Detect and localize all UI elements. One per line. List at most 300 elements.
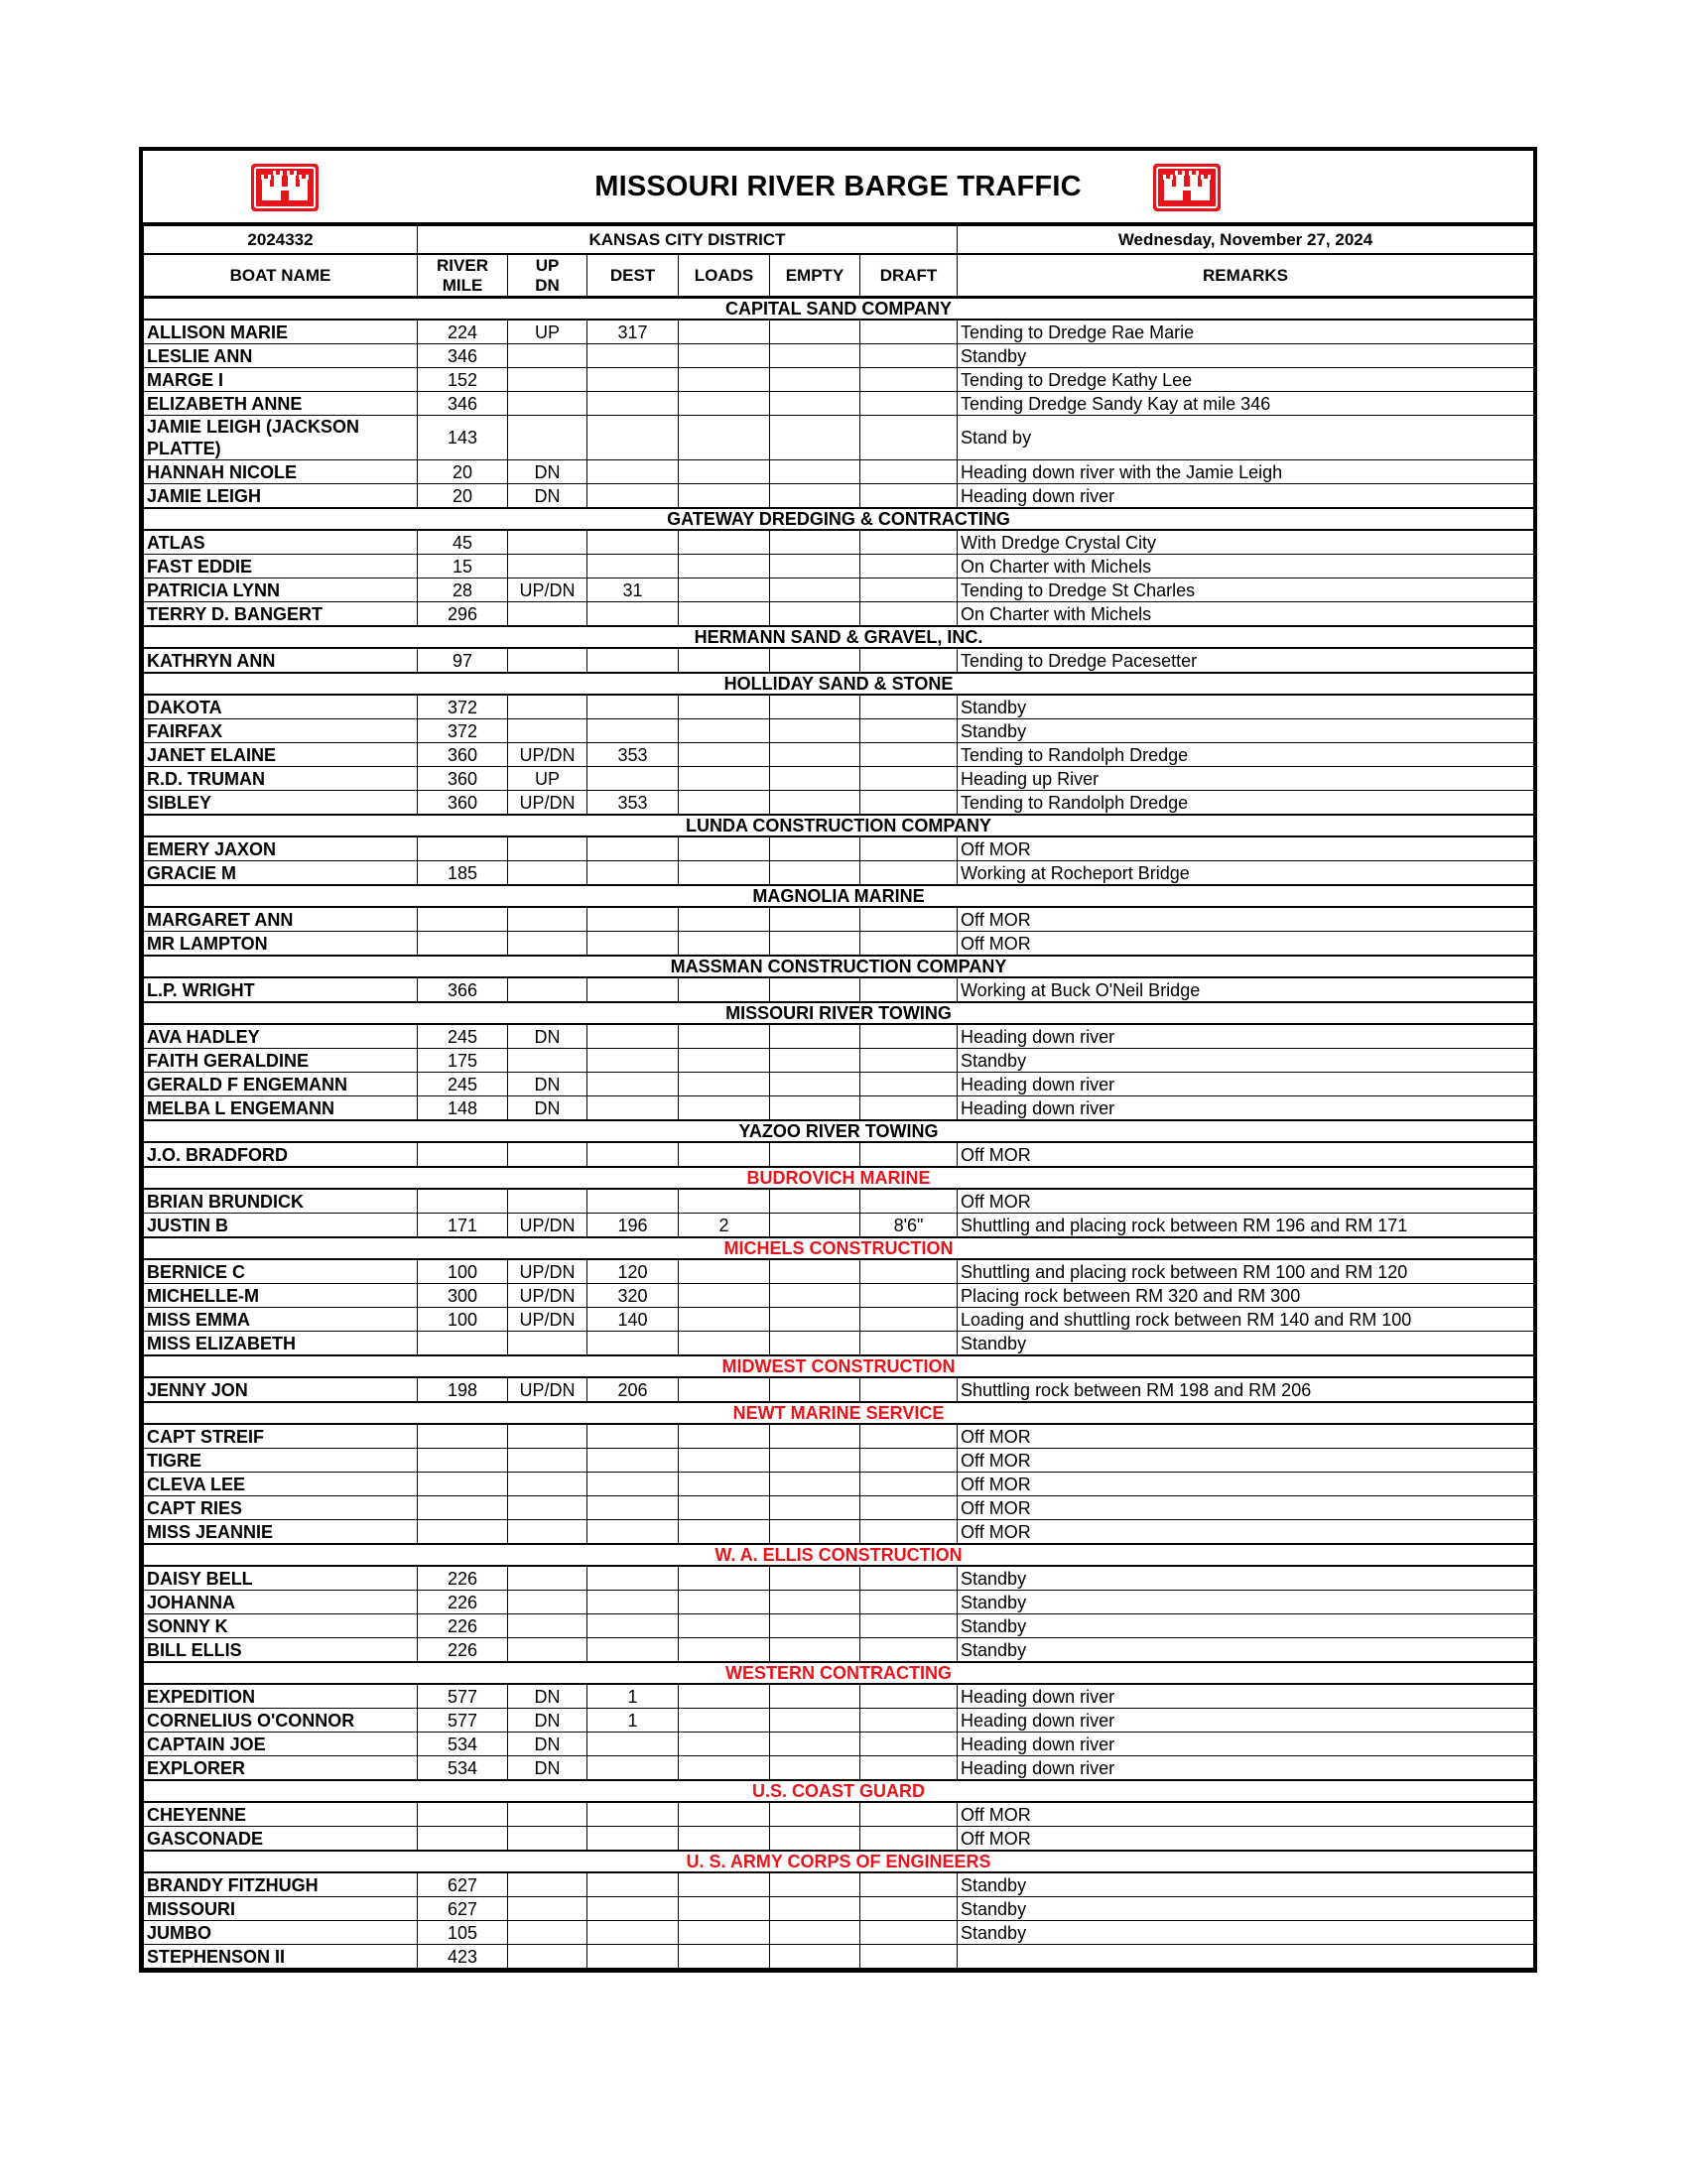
draft-cell bbox=[860, 1520, 958, 1545]
draft-cell bbox=[860, 1259, 958, 1284]
empty-cell bbox=[770, 1049, 860, 1073]
empty-cell bbox=[770, 1284, 860, 1308]
report-id: 2024332 bbox=[144, 226, 418, 255]
destination-cell bbox=[587, 1049, 679, 1073]
loads-cell bbox=[679, 1872, 770, 1897]
boat-row bbox=[144, 1638, 1534, 1663]
remarks-cell: Off MOR bbox=[958, 1424, 1534, 1449]
empty-cell bbox=[770, 1332, 860, 1356]
boat-name-cell: MISS JEANNIE bbox=[144, 1520, 418, 1545]
loads-cell bbox=[679, 530, 770, 555]
company-name: MISSOURI RIVER TOWING bbox=[144, 1002, 1534, 1024]
empty-cell bbox=[770, 1377, 860, 1402]
boat-row bbox=[144, 1284, 1534, 1308]
loads-cell bbox=[679, 767, 770, 791]
remarks-cell: Tending to Randolph Dredge bbox=[958, 791, 1534, 816]
draft-cell bbox=[860, 320, 958, 344]
river-mile-cell bbox=[418, 1827, 508, 1852]
barge-traffic-report bbox=[139, 147, 1537, 1973]
remarks-cell: Standby bbox=[958, 1614, 1534, 1638]
destination-cell bbox=[587, 1142, 679, 1167]
remarks-cell: Shuttling and placing rock between RM 100 and RM 120 bbox=[958, 1259, 1534, 1284]
company-section-header bbox=[144, 1662, 1534, 1684]
remarks-cell: Off MOR bbox=[958, 1449, 1534, 1473]
loads-cell bbox=[679, 861, 770, 886]
river-mile-cell: 627 bbox=[418, 1872, 508, 1897]
boat-row bbox=[144, 1566, 1534, 1591]
boat-name-cell: MELBA L ENGEMANN bbox=[144, 1096, 418, 1121]
destination-cell bbox=[587, 602, 679, 627]
draft-cell bbox=[860, 1449, 958, 1473]
destination-cell: 317 bbox=[587, 320, 679, 344]
company-name: MICHELS CONSTRUCTION bbox=[144, 1237, 1534, 1259]
boat-name-cell: EXPLORER bbox=[144, 1756, 418, 1781]
empty-cell bbox=[770, 1897, 860, 1921]
report-info-row bbox=[144, 226, 1534, 255]
remarks-cell: Standby bbox=[958, 1566, 1534, 1591]
destination-cell bbox=[587, 460, 679, 484]
remarks-cell: With Dredge Crystal City bbox=[958, 530, 1534, 555]
up-dn-cell: UP bbox=[508, 767, 587, 791]
loads-cell bbox=[679, 1802, 770, 1827]
boat-row bbox=[144, 1733, 1534, 1756]
river-mile-cell: 296 bbox=[418, 602, 508, 627]
draft-cell bbox=[860, 977, 958, 1002]
empty-cell bbox=[770, 1872, 860, 1897]
river-mile-cell: 372 bbox=[418, 695, 508, 719]
river-mile-cell: 185 bbox=[418, 861, 508, 886]
destination-cell bbox=[587, 1591, 679, 1614]
empty-cell bbox=[770, 578, 860, 602]
loads-cell bbox=[679, 1496, 770, 1520]
empty-cell bbox=[770, 977, 860, 1002]
draft-cell bbox=[860, 836, 958, 861]
company-name: YAZOO RIVER TOWING bbox=[144, 1120, 1534, 1142]
draft-cell bbox=[860, 1473, 958, 1496]
boat-row bbox=[144, 1591, 1534, 1614]
destination-cell: 1 bbox=[587, 1684, 679, 1709]
loads-cell bbox=[679, 1614, 770, 1638]
report-title-bar bbox=[143, 151, 1533, 225]
empty-cell bbox=[770, 767, 860, 791]
loads-cell bbox=[679, 1096, 770, 1121]
destination-cell bbox=[587, 1945, 679, 1969]
empty-cell bbox=[770, 555, 860, 578]
col-river-label: RIVER bbox=[437, 255, 488, 275]
boat-name-cell: EMERY JAXON bbox=[144, 836, 418, 861]
col-remarks: REMARKS bbox=[958, 254, 1534, 298]
remarks-cell: Standby bbox=[958, 1921, 1534, 1945]
up-dn-cell bbox=[508, 392, 587, 416]
up-dn-cell bbox=[508, 861, 587, 886]
loads-cell bbox=[679, 460, 770, 484]
boat-row bbox=[144, 743, 1534, 767]
boat-row bbox=[144, 1024, 1534, 1049]
river-mile-cell: 105 bbox=[418, 1921, 508, 1945]
boat-name-cell: BRIAN BRUNDICK bbox=[144, 1189, 418, 1214]
remarks-cell: Shuttling rock between RM 198 and RM 206 bbox=[958, 1377, 1534, 1402]
loads-cell bbox=[679, 1259, 770, 1284]
up-dn-cell: DN bbox=[508, 1024, 587, 1049]
empty-cell bbox=[770, 861, 860, 886]
draft-cell bbox=[860, 861, 958, 886]
empty-cell bbox=[770, 1214, 860, 1238]
boat-row bbox=[144, 460, 1534, 484]
remarks-cell: Standby bbox=[958, 1591, 1534, 1614]
draft-cell bbox=[860, 1308, 958, 1332]
destination-cell bbox=[587, 1473, 679, 1496]
col-river-mile bbox=[418, 254, 508, 298]
boat-row bbox=[144, 977, 1534, 1002]
empty-cell bbox=[770, 1142, 860, 1167]
remarks-cell: Heading down river bbox=[958, 484, 1534, 509]
boat-name-cell: JOHANNA bbox=[144, 1591, 418, 1614]
river-mile-cell bbox=[418, 1496, 508, 1520]
col-up-label: UP bbox=[535, 255, 560, 275]
draft-cell bbox=[860, 484, 958, 509]
empty-cell bbox=[770, 460, 860, 484]
boat-row bbox=[144, 1332, 1534, 1356]
destination-cell bbox=[587, 1566, 679, 1591]
empty-cell bbox=[770, 1424, 860, 1449]
destination-cell bbox=[587, 1449, 679, 1473]
boat-row bbox=[144, 1802, 1534, 1827]
boat-row bbox=[144, 1449, 1534, 1473]
river-mile-cell bbox=[418, 1473, 508, 1496]
boat-name-cell: TERRY D. BANGERT bbox=[144, 602, 418, 627]
river-mile-cell: 346 bbox=[418, 344, 508, 368]
destination-cell bbox=[587, 648, 679, 673]
up-dn-cell: DN bbox=[508, 484, 587, 509]
boat-row bbox=[144, 1614, 1534, 1638]
river-mile-cell bbox=[418, 907, 508, 932]
remarks-cell: Off MOR bbox=[958, 1802, 1534, 1827]
boat-name-cell: FAST EDDIE bbox=[144, 555, 418, 578]
col-draft: DRAFT bbox=[860, 254, 958, 298]
loads-cell bbox=[679, 1308, 770, 1332]
company-section-header bbox=[144, 508, 1534, 530]
boat-name-cell: SIBLEY bbox=[144, 791, 418, 816]
river-mile-cell bbox=[418, 1520, 508, 1545]
remarks-cell: Shuttling and placing rock between RM 196 and RM 171 bbox=[958, 1214, 1534, 1238]
boat-row bbox=[144, 1259, 1534, 1284]
draft-cell bbox=[860, 743, 958, 767]
loads-cell: 2 bbox=[679, 1214, 770, 1238]
boat-name-cell: L.P. WRIGHT bbox=[144, 977, 418, 1002]
river-mile-cell: 100 bbox=[418, 1308, 508, 1332]
boat-row bbox=[144, 555, 1534, 578]
draft-cell bbox=[860, 1614, 958, 1638]
col-dn-label: DN bbox=[535, 275, 560, 295]
empty-cell bbox=[770, 368, 860, 392]
empty-cell bbox=[770, 1802, 860, 1827]
boat-row bbox=[144, 1684, 1534, 1709]
boat-name-cell: ELIZABETH ANNE bbox=[144, 392, 418, 416]
up-dn-cell: UP/DN bbox=[508, 1259, 587, 1284]
remarks-cell: Standby bbox=[958, 1638, 1534, 1663]
boat-name-cell: ATLAS bbox=[144, 530, 418, 555]
loads-cell bbox=[679, 1638, 770, 1663]
loads-cell bbox=[679, 392, 770, 416]
boat-name-cell: MICHELLE-M bbox=[144, 1284, 418, 1308]
draft-cell bbox=[860, 1049, 958, 1073]
destination-cell bbox=[587, 1520, 679, 1545]
river-mile-cell: 534 bbox=[418, 1733, 508, 1756]
destination-cell: 320 bbox=[587, 1284, 679, 1308]
up-dn-cell: UP/DN bbox=[508, 743, 587, 767]
draft-cell bbox=[860, 791, 958, 816]
company-section-header bbox=[144, 1402, 1534, 1424]
boat-row bbox=[144, 344, 1534, 368]
destination-cell bbox=[587, 530, 679, 555]
boat-name-cell: DAISY BELL bbox=[144, 1566, 418, 1591]
river-mile-cell: 346 bbox=[418, 392, 508, 416]
river-mile-cell: 100 bbox=[418, 1259, 508, 1284]
company-name: LUNDA CONSTRUCTION COMPANY bbox=[144, 815, 1534, 836]
up-dn-cell bbox=[508, 1614, 587, 1638]
draft-cell bbox=[860, 344, 958, 368]
boat-row bbox=[144, 1214, 1534, 1238]
up-dn-cell bbox=[508, 1566, 587, 1591]
draft-cell bbox=[860, 1897, 958, 1921]
boat-row bbox=[144, 1377, 1534, 1402]
river-mile-cell: 245 bbox=[418, 1024, 508, 1049]
boat-row bbox=[144, 368, 1534, 392]
remarks-cell: Tending to Dredge Pacesetter bbox=[958, 648, 1534, 673]
col-dest: DEST bbox=[587, 254, 679, 298]
remarks-cell: Off MOR bbox=[958, 1496, 1534, 1520]
destination-cell bbox=[587, 1332, 679, 1356]
draft-cell bbox=[860, 648, 958, 673]
remarks-cell: Standby bbox=[958, 719, 1534, 743]
boat-row bbox=[144, 1049, 1534, 1073]
company-name: W. A. ELLIS CONSTRUCTION bbox=[144, 1544, 1534, 1566]
up-dn-cell bbox=[508, 1520, 587, 1545]
loads-cell bbox=[679, 1284, 770, 1308]
draft-cell bbox=[860, 555, 958, 578]
company-name: BUDROVICH MARINE bbox=[144, 1167, 1534, 1189]
empty-cell bbox=[770, 1473, 860, 1496]
loads-cell bbox=[679, 320, 770, 344]
river-mile-cell: 28 bbox=[418, 578, 508, 602]
draft-cell: 8'6" bbox=[860, 1214, 958, 1238]
boat-name-cell: MR LAMPTON bbox=[144, 932, 418, 957]
boat-name-cell: SONNY K bbox=[144, 1614, 418, 1638]
remarks-cell: Heading down river bbox=[958, 1024, 1534, 1049]
destination-cell: 140 bbox=[587, 1308, 679, 1332]
remarks-cell: Off MOR bbox=[958, 836, 1534, 861]
boat-name-cell: AVA HADLEY bbox=[144, 1024, 418, 1049]
up-dn-cell: DN bbox=[508, 1096, 587, 1121]
river-mile-cell bbox=[418, 1189, 508, 1214]
boat-name-cell: BERNICE C bbox=[144, 1259, 418, 1284]
up-dn-cell bbox=[508, 1872, 587, 1897]
company-section-header bbox=[144, 1355, 1534, 1377]
remarks-cell: Standby bbox=[958, 1049, 1534, 1073]
destination-cell bbox=[587, 1024, 679, 1049]
draft-cell bbox=[860, 907, 958, 932]
up-dn-cell: UP/DN bbox=[508, 1308, 587, 1332]
boat-name-cell: MISS ELIZABETH bbox=[144, 1332, 418, 1356]
up-dn-cell bbox=[508, 1189, 587, 1214]
up-dn-cell bbox=[508, 530, 587, 555]
remarks-cell: Heading down river bbox=[958, 1756, 1534, 1781]
up-dn-cell bbox=[508, 695, 587, 719]
loads-cell bbox=[679, 1142, 770, 1167]
company-name: HERMANN SAND & GRAVEL, INC. bbox=[144, 626, 1534, 648]
loads-cell bbox=[679, 1449, 770, 1473]
empty-cell bbox=[770, 743, 860, 767]
empty-cell bbox=[770, 1189, 860, 1214]
draft-cell bbox=[860, 1377, 958, 1402]
boat-row bbox=[144, 484, 1534, 509]
loads-cell bbox=[679, 1921, 770, 1945]
river-mile-cell: 534 bbox=[418, 1756, 508, 1781]
boat-row bbox=[144, 719, 1534, 743]
loads-cell bbox=[679, 578, 770, 602]
up-dn-cell bbox=[508, 977, 587, 1002]
remarks-cell: Tending to Dredge St Charles bbox=[958, 578, 1534, 602]
remarks-cell: Off MOR bbox=[958, 1142, 1534, 1167]
destination-cell bbox=[587, 767, 679, 791]
empty-cell bbox=[770, 1566, 860, 1591]
boat-name-cell: MARGARET ANN bbox=[144, 907, 418, 932]
col-loads: LOADS bbox=[679, 254, 770, 298]
up-dn-cell: UP/DN bbox=[508, 791, 587, 816]
destination-cell bbox=[587, 555, 679, 578]
boat-name-cell: R.D. TRUMAN bbox=[144, 767, 418, 791]
empty-cell bbox=[770, 1945, 860, 1969]
draft-cell bbox=[860, 719, 958, 743]
draft-cell bbox=[860, 932, 958, 957]
destination-cell: 353 bbox=[587, 791, 679, 816]
up-dn-cell bbox=[508, 1827, 587, 1852]
boat-row bbox=[144, 907, 1534, 932]
loads-cell bbox=[679, 1733, 770, 1756]
river-mile-cell: 224 bbox=[418, 320, 508, 344]
remarks-cell: Off MOR bbox=[958, 932, 1534, 957]
boat-row bbox=[144, 1897, 1534, 1921]
boat-row bbox=[144, 416, 1534, 460]
boat-name-cell: JAMIE LEIGH bbox=[144, 484, 418, 509]
river-mile-cell: 577 bbox=[418, 1684, 508, 1709]
boat-row bbox=[144, 1142, 1534, 1167]
boat-row bbox=[144, 861, 1534, 886]
destination-cell: 31 bbox=[587, 578, 679, 602]
river-mile-cell bbox=[418, 1424, 508, 1449]
river-mile-cell: 171 bbox=[418, 1214, 508, 1238]
boat-name-cell: J.O. BRADFORD bbox=[144, 1142, 418, 1167]
destination-cell bbox=[587, 1424, 679, 1449]
river-mile-cell: 372 bbox=[418, 719, 508, 743]
draft-cell bbox=[860, 1142, 958, 1167]
remarks-cell: Heading down river bbox=[958, 1073, 1534, 1096]
remarks-cell: Off MOR bbox=[958, 1189, 1534, 1214]
boat-name-cell: KATHRYN ANN bbox=[144, 648, 418, 673]
up-dn-cell: DN bbox=[508, 1684, 587, 1709]
draft-cell bbox=[860, 1872, 958, 1897]
company-name: CAPITAL SAND COMPANY bbox=[144, 298, 1534, 321]
boat-name-cell: JUSTIN B bbox=[144, 1214, 418, 1238]
river-mile-cell: 577 bbox=[418, 1709, 508, 1733]
loads-cell bbox=[679, 1520, 770, 1545]
boat-row bbox=[144, 392, 1534, 416]
empty-cell bbox=[770, 392, 860, 416]
up-dn-cell bbox=[508, 648, 587, 673]
remarks-cell: Off MOR bbox=[958, 1473, 1534, 1496]
boat-row bbox=[144, 1424, 1534, 1449]
loads-cell bbox=[679, 344, 770, 368]
up-dn-cell: UP/DN bbox=[508, 578, 587, 602]
loads-cell bbox=[679, 1073, 770, 1096]
boat-row bbox=[144, 836, 1534, 861]
up-dn-cell bbox=[508, 1496, 587, 1520]
boat-name-cell: GRACIE M bbox=[144, 861, 418, 886]
company-name: MAGNOLIA MARINE bbox=[144, 885, 1534, 907]
draft-cell bbox=[860, 460, 958, 484]
empty-cell bbox=[770, 907, 860, 932]
district-name: KANSAS CITY DISTRICT bbox=[418, 226, 958, 255]
river-mile-cell bbox=[418, 932, 508, 957]
destination-cell: 196 bbox=[587, 1214, 679, 1238]
company-section-header bbox=[144, 1780, 1534, 1802]
river-mile-cell: 20 bbox=[418, 460, 508, 484]
company-section-header bbox=[144, 956, 1534, 977]
col-up-dn bbox=[508, 254, 587, 298]
river-mile-cell: 245 bbox=[418, 1073, 508, 1096]
up-dn-cell bbox=[508, 932, 587, 957]
remarks-cell: Loading and shuttling rock between RM 140 and RM 100 bbox=[958, 1308, 1534, 1332]
destination-cell bbox=[587, 907, 679, 932]
remarks-cell: Tending to Dredge Rae Marie bbox=[958, 320, 1534, 344]
loads-cell bbox=[679, 602, 770, 627]
draft-cell bbox=[860, 1073, 958, 1096]
up-dn-cell: DN bbox=[508, 1709, 587, 1733]
boat-row bbox=[144, 1945, 1534, 1969]
boat-name-cell: JENNY JON bbox=[144, 1377, 418, 1402]
up-dn-cell bbox=[508, 1945, 587, 1969]
empty-cell bbox=[770, 1259, 860, 1284]
empty-cell bbox=[770, 416, 860, 460]
company-section-header bbox=[144, 1167, 1534, 1189]
company-section-header bbox=[144, 673, 1534, 695]
draft-cell bbox=[860, 1424, 958, 1449]
up-dn-cell bbox=[508, 1591, 587, 1614]
empty-cell bbox=[770, 791, 860, 816]
up-dn-cell: UP/DN bbox=[508, 1377, 587, 1402]
destination-cell bbox=[587, 368, 679, 392]
up-dn-cell bbox=[508, 1332, 587, 1356]
boat-name-cell: FAIRFAX bbox=[144, 719, 418, 743]
boat-name-cell: BILL ELLIS bbox=[144, 1638, 418, 1663]
company-name: MASSMAN CONSTRUCTION COMPANY bbox=[144, 956, 1534, 977]
river-mile-cell: 152 bbox=[418, 368, 508, 392]
up-dn-cell bbox=[508, 555, 587, 578]
remarks-cell: Heading up River bbox=[958, 767, 1534, 791]
boat-row bbox=[144, 648, 1534, 673]
boat-row bbox=[144, 1473, 1534, 1496]
remarks-cell: Heading down river bbox=[958, 1733, 1534, 1756]
river-mile-cell: 148 bbox=[418, 1096, 508, 1121]
draft-cell bbox=[860, 1591, 958, 1614]
empty-cell bbox=[770, 1921, 860, 1945]
report-date: Wednesday, November 27, 2024 bbox=[958, 226, 1534, 255]
boat-name-cell: JUMBO bbox=[144, 1921, 418, 1945]
draft-cell bbox=[860, 1709, 958, 1733]
river-mile-cell: 45 bbox=[418, 530, 508, 555]
boat-row bbox=[144, 1096, 1534, 1121]
remarks-cell: Tending Dredge Sandy Kay at mile 346 bbox=[958, 392, 1534, 416]
